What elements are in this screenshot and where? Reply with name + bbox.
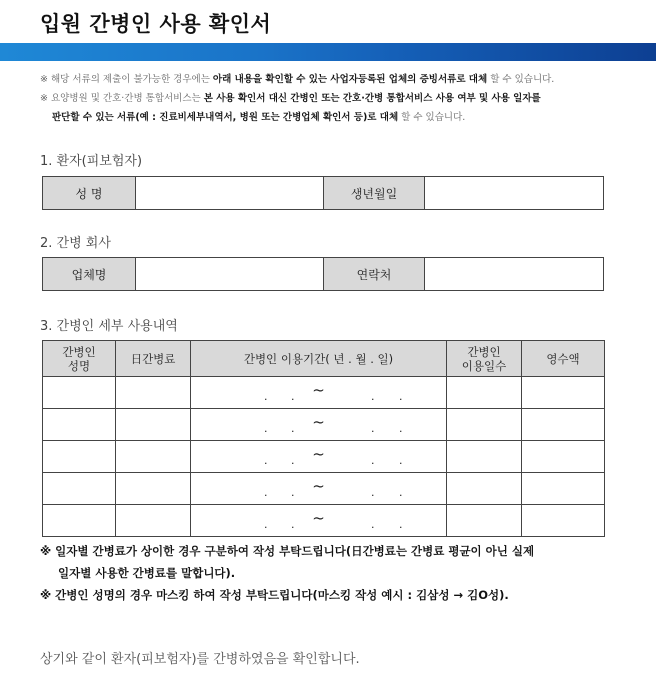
period-cell[interactable] <box>191 377 447 409</box>
col-period: 간병인 이용기간( 년 . 월 . 일) <box>191 341 447 377</box>
date-separator-dot: . <box>291 518 295 531</box>
receipt-cell[interactable] <box>522 377 605 409</box>
date-separator-dot: . <box>399 454 403 467</box>
date-separator-dot: . <box>399 390 403 403</box>
period-placeholder <box>191 505 446 536</box>
footnote-1-line-1: ※ 일자별 간병료가 상이한 경우 구분하여 작성 부탁드립니다(日간병료는 간병료 평균이 아닌 실제 <box>40 544 535 558</box>
daily-fee-cell[interactable] <box>116 409 191 441</box>
days-cell[interactable] <box>447 473 522 505</box>
col-caregiver-name-text: 간병인 성명 <box>62 344 96 373</box>
document-title: 입원 간병인 사용 확인서 <box>40 12 272 36</box>
note-2-bold-2: 판단할 수 있는 서류(예 : 진료비세부내역서, 병원 또는 간병업체 확인서 등)로 대체 <box>52 112 399 123</box>
caregiver-name-cell[interactable] <box>43 505 116 537</box>
note-2-tail: 할 수 있습니다. <box>398 112 466 123</box>
col-daily-fee: 日간병료 <box>116 341 191 377</box>
note-1 <box>40 70 640 89</box>
date-separator-dot: . <box>264 390 268 403</box>
caregiver-name-cell[interactable] <box>43 409 116 441</box>
days-cell[interactable] <box>447 505 522 537</box>
usage-table <box>42 340 605 537</box>
section-2-heading: 2. 간병 회사 <box>40 236 111 251</box>
note-1-tail: 할 수 있습니다. <box>487 74 555 85</box>
usage-row <box>43 473 605 505</box>
birth-field[interactable] <box>425 177 604 210</box>
date-separator-dot: . <box>371 390 375 403</box>
company-label: 업체명 <box>43 258 136 291</box>
receipt-cell[interactable] <box>522 409 605 441</box>
col-days <box>447 341 522 377</box>
daily-fee-cell[interactable] <box>116 377 191 409</box>
date-separator-dot: . <box>399 422 403 435</box>
note-2-continued <box>40 108 640 127</box>
date-separator-dot: . <box>291 422 295 435</box>
usage-row <box>43 409 605 441</box>
days-cell[interactable] <box>447 377 522 409</box>
date-separator-dot: . <box>291 486 295 499</box>
section-3-heading: 3. 간병인 세부 사용내역 <box>40 319 178 334</box>
receipt-cell[interactable] <box>522 505 605 537</box>
caregiver-name-cell[interactable] <box>43 473 116 505</box>
daily-fee-cell[interactable] <box>116 505 191 537</box>
name-field[interactable] <box>136 177 324 210</box>
footnotes <box>40 540 640 606</box>
date-separator-dot: . <box>264 486 268 499</box>
date-separator-dot: . <box>264 422 268 435</box>
period-placeholder <box>191 409 446 440</box>
date-separator-dot: . <box>371 422 375 435</box>
receipt-cell[interactable] <box>522 441 605 473</box>
range-tilde: ~ <box>312 509 325 527</box>
date-separator-dot: . <box>291 454 295 467</box>
col-caregiver-name <box>43 341 116 377</box>
receipt-cell[interactable] <box>522 473 605 505</box>
contact-field[interactable] <box>425 258 604 291</box>
date-separator-dot: . <box>399 518 403 531</box>
usage-row <box>43 441 605 473</box>
range-tilde: ~ <box>312 413 325 431</box>
confirmation-statement: 상기와 같이 환자(피보험자)를 간병하였음을 확인합니다. <box>40 652 360 667</box>
footnote-1-line-2: 일자별 사용한 간병료를 말합니다). <box>58 566 236 580</box>
note-2-text: ※ 요양병원 및 간호·간병 통합서비스는 <box>40 93 204 104</box>
col-days-text: 간병인 이용일수 <box>461 344 507 373</box>
daily-fee-cell[interactable] <box>116 441 191 473</box>
period-cell[interactable] <box>191 505 447 537</box>
contact-label: 연락처 <box>324 258 425 291</box>
range-tilde: ~ <box>312 445 325 463</box>
name-label: 성 명 <box>43 177 136 210</box>
note-2 <box>40 89 640 108</box>
days-cell[interactable] <box>447 409 522 441</box>
date-separator-dot: . <box>291 390 295 403</box>
daily-fee-cell[interactable] <box>116 473 191 505</box>
usage-row <box>43 377 605 409</box>
period-cell[interactable] <box>191 441 447 473</box>
date-separator-dot: . <box>371 486 375 499</box>
note-2-bold: 본 사용 확인서 대신 간병인 또는 간호·간병 통합서비스 사용 여부 및 사용 일자를 <box>203 93 541 104</box>
days-cell[interactable] <box>447 441 522 473</box>
col-receipt: 영수액 <box>522 341 605 377</box>
patient-table <box>42 176 604 210</box>
date-separator-dot: . <box>371 454 375 467</box>
period-placeholder <box>191 473 446 504</box>
period-cell[interactable] <box>191 473 447 505</box>
caregiver-name-cell[interactable] <box>43 441 116 473</box>
date-separator-dot: . <box>399 486 403 499</box>
period-placeholder <box>191 377 446 408</box>
period-cell[interactable] <box>191 409 447 441</box>
date-separator-dot: . <box>264 454 268 467</box>
caregiver-name-cell[interactable] <box>43 377 116 409</box>
notes-block <box>40 70 640 127</box>
birth-label: 생년월일 <box>324 177 425 210</box>
date-separator-dot: . <box>371 518 375 531</box>
note-1-text: ※ 해당 서류의 제출이 불가능한 경우에는 <box>40 74 213 85</box>
header-color-bar <box>0 43 656 61</box>
company-field[interactable] <box>136 258 324 291</box>
date-separator-dot: . <box>264 518 268 531</box>
company-table <box>42 257 604 291</box>
range-tilde: ~ <box>312 477 325 495</box>
range-tilde: ~ <box>312 381 325 399</box>
note-1-bold: 아래 내용을 확인할 수 있는 사업자등록된 업체의 증빙서류로 대체 <box>212 74 488 85</box>
section-1-heading: 1. 환자(피보험자) <box>40 154 143 169</box>
footnote-2: ※ 간병인 성명의 경우 마스킹 하여 작성 부탁드립니다(마스킹 작성 예시 : 김삼성 → 김O성). <box>40 588 509 602</box>
usage-row <box>43 505 605 537</box>
period-placeholder <box>191 441 446 472</box>
